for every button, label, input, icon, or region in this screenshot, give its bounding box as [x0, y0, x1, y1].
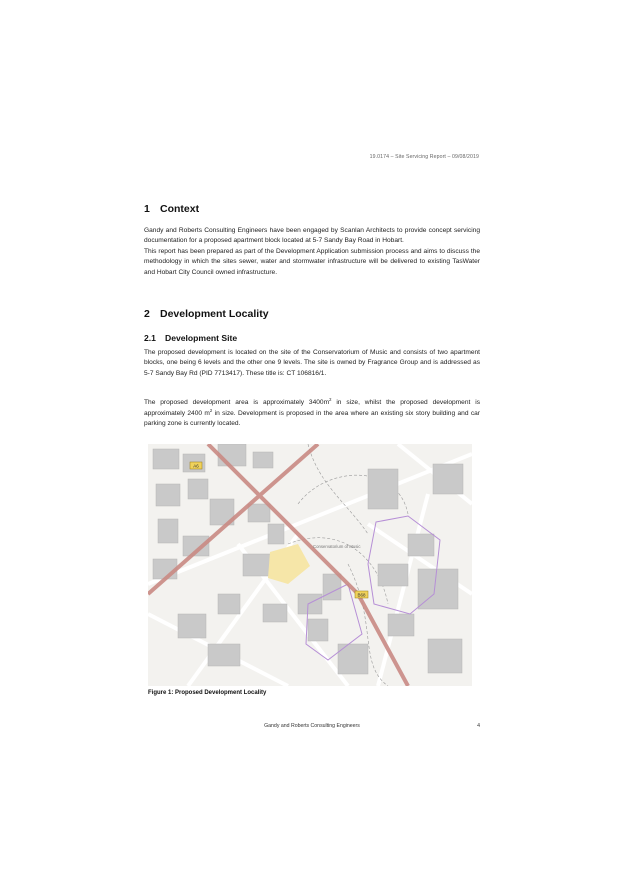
paragraph: The proposed development is located on the site of the Conservatorium of Music and consists of two apartment blocks, one being 6 levels and the other one 9 levels. The site is owned by Fragrance Group and is addressed as 5-7 Sandy Bay Rd (PID 7713417). These title is: CT 106816/1. — [144, 349, 480, 377]
subsection-title: Development Site — [165, 333, 238, 343]
section-1 — [144, 203, 480, 278]
paragraph: The proposed development area is approximately $3400m^2$ in size, whilst the proposed development is approximately 2400 $m^2$ in size. Development is proposed in the area where an existing six story building and car parking zone is currently located. — [144, 397, 480, 428]
subsection-2-1-heading — [144, 333, 480, 343]
section-2 — [144, 308, 480, 429]
locality-map — [148, 444, 472, 686]
paragraph: This report has been prepared as part of the Development Application submission process and aims to discuss the methodology in which the sites sewer, water and stormwater infrastructure will be delivered to existing TasWater and Hobart City Council owned infrastructure. — [144, 247, 480, 276]
subsection-number: 2.1 — [144, 333, 156, 343]
map-graphic — [148, 444, 472, 686]
running-header: 19.0174 – Site Servicing Report – 09/08/2019 — [369, 154, 479, 160]
page-number: 4 — [477, 723, 480, 729]
paragraph: Gandy and Roberts Consulting Engineers have been engaged by Scanlan Architects to provide concept servicing documentation for a proposed apartment block located at 5-7 Sandy Bay Road in Hobart. — [144, 227, 480, 245]
footer-company: Gandy and Roberts Consulting Engineers — [264, 723, 360, 729]
section-1-heading — [144, 203, 480, 215]
section-title: Context — [160, 203, 200, 215]
figure-caption: Figure 1: Proposed Development Locality — [148, 690, 267, 696]
section-number: 2 — [144, 308, 150, 320]
svg-text:A6: A6 — [193, 463, 199, 469]
section-number: 1 — [144, 203, 150, 215]
section-2-heading — [144, 308, 480, 320]
road-badge-b — [355, 591, 368, 598]
section-title: Development Locality — [160, 308, 269, 320]
svg-text:B68: B68 — [357, 592, 366, 598]
road-badge-a — [190, 462, 202, 469]
map-label-conservatorium: Conservatorium of Music — [313, 544, 361, 549]
